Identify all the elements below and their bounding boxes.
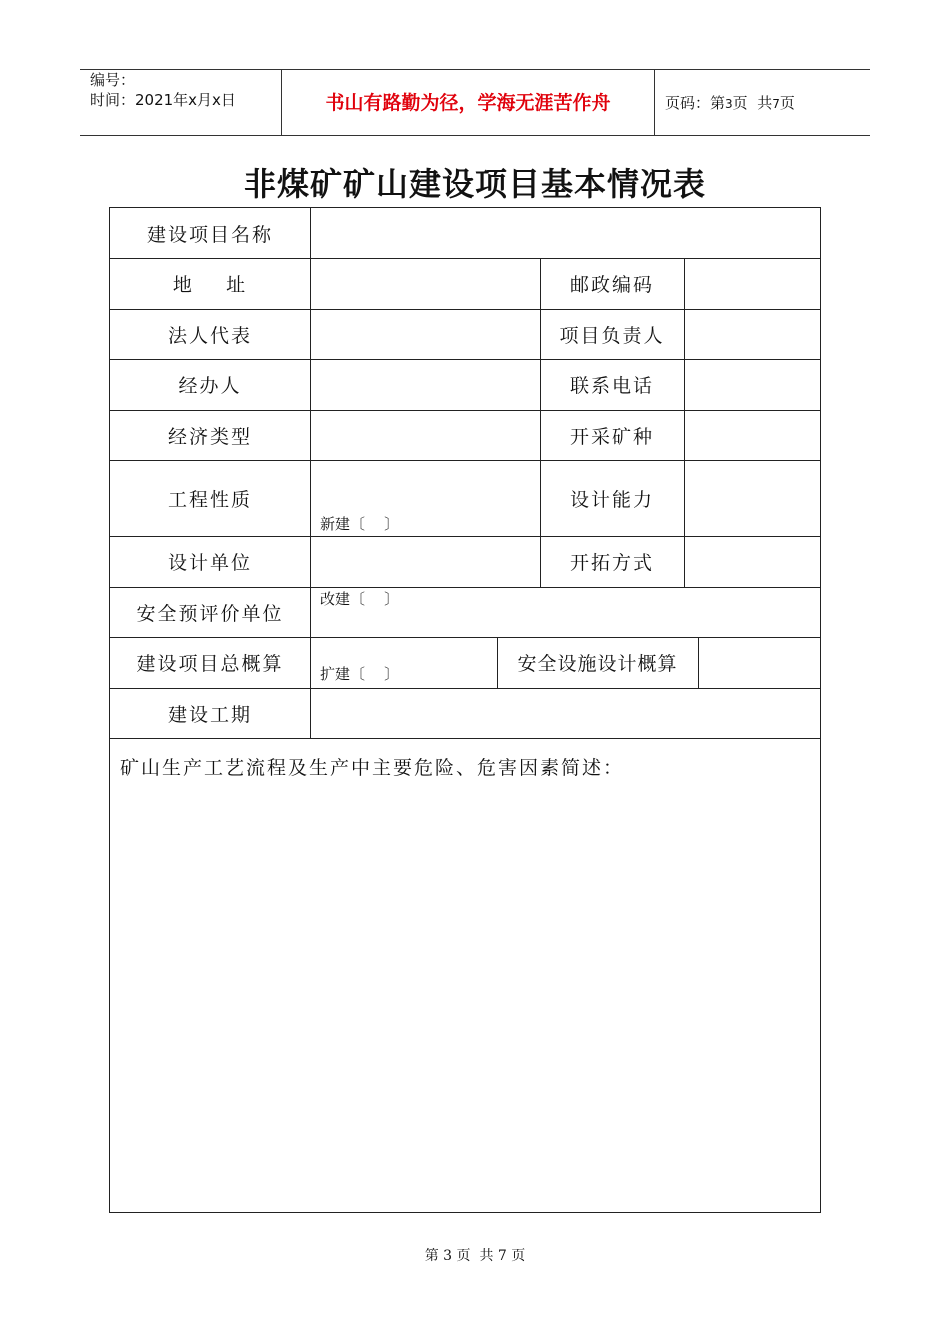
document-number-label: 编号：	[90, 71, 136, 89]
project-info-form	[109, 207, 821, 1213]
economy-type-field[interactable]	[311, 411, 540, 460]
footer-total: 7	[497, 1248, 507, 1264]
footer-mid: 页 共	[456, 1248, 494, 1264]
safety-facility-budget-field[interactable]	[699, 638, 820, 688]
phone-field[interactable]	[685, 360, 820, 410]
document-date: 时间：2021年x月x日	[90, 91, 236, 109]
design-unit-field[interactable]	[311, 537, 540, 587]
design-capacity-field[interactable]	[685, 461, 820, 536]
construction-period-field[interactable]	[311, 689, 820, 738]
safety-facility-budget-label: 安全设施设计概算	[517, 653, 678, 675]
header-divider-right	[654, 69, 655, 136]
design-capacity-label: 设计能力	[569, 488, 654, 511]
project-name-field[interactable]	[311, 208, 820, 258]
page-mid: 页 共	[732, 94, 773, 112]
page-current: 3	[725, 97, 733, 111]
header-bottom-rule	[80, 135, 870, 136]
header-motto: 书山有路勤为径，学海无涯苦作舟	[325, 92, 611, 114]
postcode-label: 邮政编码	[569, 274, 654, 296]
header-meta	[90, 70, 236, 110]
nature-option-rebuild[interactable]: 改建〔 〕	[320, 590, 400, 608]
phone-label: 联系电话	[569, 375, 654, 397]
nature-option-expand[interactable]: 扩建〔 〕	[320, 665, 400, 683]
postcode-field[interactable]	[685, 259, 820, 309]
economy-type-label: 经济类型	[167, 425, 252, 448]
design-unit-label: 设计单位	[167, 552, 252, 574]
mining-type-label: 开采矿种	[569, 425, 654, 448]
address-field[interactable]	[311, 259, 540, 309]
address-label: 地 址	[172, 274, 248, 296]
page-suffix: 页	[779, 94, 795, 112]
page-prefix: 页码：第	[665, 94, 726, 112]
total-budget-label: 建设项目总概算	[136, 653, 284, 675]
process-description-area[interactable]	[110, 788, 820, 1212]
project-nature-label: 工程性质	[167, 488, 252, 511]
safety-pre-eval-label: 安全预评价单位	[136, 602, 284, 625]
project-lead-field[interactable]	[685, 310, 820, 359]
handler-field[interactable]	[311, 360, 540, 410]
legal-rep-label: 法人代表	[167, 324, 252, 347]
row-divider	[110, 738, 820, 739]
handler-label: 经办人	[178, 375, 242, 397]
header-page-indicator	[665, 93, 795, 114]
project-name-label: 建设项目名称	[146, 223, 273, 246]
construction-period-label: 建设工期	[167, 703, 252, 726]
footer-prefix: 第	[424, 1248, 439, 1264]
development-method-field[interactable]	[685, 537, 820, 587]
page-total: 7	[772, 97, 780, 111]
legal-rep-field[interactable]	[311, 310, 540, 359]
mining-type-field[interactable]	[685, 411, 820, 460]
page-title: 非煤矿矿山建设项目基本情况表	[243, 165, 706, 203]
safety-pre-eval-field[interactable]	[311, 588, 820, 637]
footer-suffix: 页	[511, 1248, 526, 1264]
development-method-label: 开拓方式	[569, 552, 654, 574]
project-lead-label: 项目负责人	[559, 324, 665, 347]
nature-option-new[interactable]: 新建〔 〕	[320, 515, 400, 533]
total-budget-field[interactable]	[311, 638, 497, 688]
footer-current: 3	[443, 1248, 453, 1264]
page-footer	[0, 1246, 950, 1266]
process-description-label: 矿山生产工艺流程及生产中主要危险、危害因素简述：	[120, 757, 625, 779]
